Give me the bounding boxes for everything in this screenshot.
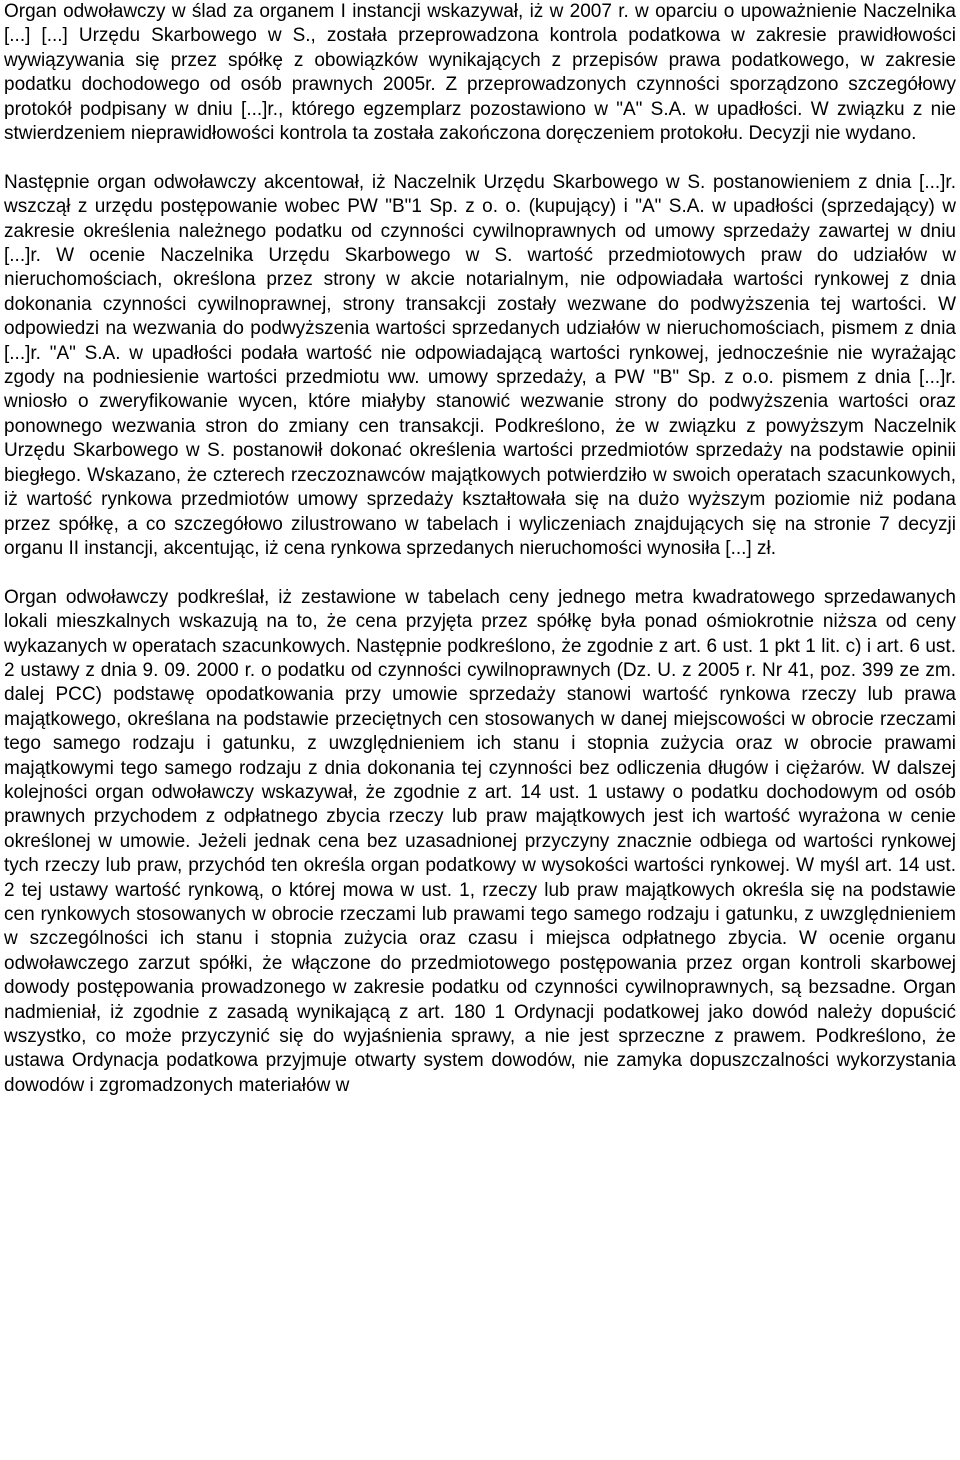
paragraph-3: Organ odwoławczy podkreślał, iż zestawione w tabelach ceny jednego metra kwadratowego sprzedawanych lokali mieszkalnych wskazują na to, że cena przyjęta przez spółkę była ponad ośmiokrotnie niższa od ceny wykazanych w operatach szacunkowych. Następnie podkreślono, że zgodnie z art. 6 ust. 1 pkt 1 lit. c) i art. 6 ust. 2 ustawy z dnia 9. 09. 2000 r. o podatku od czynności cywilnoprawnych (Dz. U. z 2005 r. Nr 41, poz. 399 ze zm. dalej PCC) podstawę opodatkowania przy umowie sprzedaży stanowi wartość rynkowa rzeczy lub prawa majątkowego, określana na podstawie przeciętnych cen stosowanych w danej miejscowości w obrocie rzeczami tego samego rodzaju i gatunku, z uwzględnieniem ich stanu i stopnia zużycia oraz w obrocie prawami majątkowymi tego samego rodzaju z dnia dokonania tej czynności bez odliczenia długów i ciężarów. W dalszej kolejności organ odwoławczy wskazywał, że zgodnie z art. 14 ust. 1 ustawy o podatku dochodowym od osób prawnych przychodem z odpłatnego zbycia rzeczy lub praw majątkowych jest ich wartość wyrażona w cenie określonej w umowie. Jeżeli jednak cena bez uzasadnionej przyczyny znacznie odbiega od wartości rynkowej tych rzeczy lub praw, przychód ten określa organ podatkowy w wysokości wartości rynkowej. W myśl art. 14 ust. 2 tej ustawy wartość rynkową, o której mowa w ust. 1, rzeczy lub praw majątkowych określa się na podstawie cen rynkowych stosowanych w obrocie rzeczami lub prawami tego samego rodzaju i gatunku, z uwzględnieniem w szczególności ich stanu i stopnia zużycia oraz czasu i miejsca odpłatnego zbycia. W ocenie organu odwoławczego zarzut spółki, że włączone do przedmiotowego postępowania przez organ kontroli skarbowej dowody postępowania prowadzonego w zakresie podatku od czynności cywilnoprawnych, są bezsadne. Organ nadmieniał, iż zgodnie z zasadą wynikającą z art. 180 1 Ordynacji podatkowej jako dowód należy dopuścić wszystko, co może przyczynić się do wyjaśnienia sprawy, a nie jest sprzeczne z prawem. Podkreślono, że ustawa Ordynacja podatkowa przyjmuje otwarty system dowodów, nie zamyka dopuszczalności wykorzystania dowodów i zgromadzonych materiałów w (4, 586, 956, 1096)
paragraph-2: Następnie organ odwoławczy akcentował, iż Naczelnik Urzędu Skarbowego w S. postanowieniem z dnia [...]r. wszczął z urzędu postępowanie wobec PW "B"1 Sp. z o. o. (kupujący) i "A" S.A. w upadłości (sprzedający) w zakresie określenia należnego podatku od czynności cywilnoprawnych od umowy sprzedaży zawartej w dniu [...]r. W ocenie Naczelnika Urzędu Skarbowego w S. wartość przedmiotowych praw do udziałów w nieruchomościach, określona przez strony w akcie notarialnym, nie odpowiadała wartości rynkowej z dnia dokonania czynności cywilnoprawnej, strony transakcji zostały wezwane do podwyższenia tej wartości. W odpowiedzi na wezwania do podwyższenia wartości sprzedanych udziałów w nieruchomościach, pismem z dnia [...]r. "A" S.A. w upadłości podała wartość nie odpowiadającą wartości rynkowej, jednocześnie nie wyrażając zgody na podniesienie wartości przedmiotu ww. umowy sprzedaży, a PW "B" Sp. z o.o. pismem z dnia [...]r. wniosło o zweryfikowanie wycen, które miałyby stanowić wezwanie strony do podwyższenia wartości oraz ponownego wezwania stron do zmiany cen transakcji. Podkreślono, że w związku z powyższym Naczelnik Urzędu Skarbowego w S. postanowił dokonać określenia wartości przedmiotów sprzedaży na podstawie opinii biegłego. Wskazano, że czterech rzeczoznawców majątkowych potwierdziło w swoich operatach szacunkowych, iż wartość rynkowa przedmiotów umowy sprzedaży kształtowała się na dużo wyższym poziomie niż podana przez spółkę, a co szczegółowo zilustrowano w tabelach i wyliczeniach znajdujących się na stronie 7 decyzji organu II instancji, akcentując, iż cena rynkowa sprzedanych nieruchomości wynosiła [...] zł. (4, 171, 956, 559)
paragraph-1: Organ odwoławczy w ślad za organem I instancji wskazywał, iż w 2007 r. w oparciu o upoważnienie Naczelnika [...] [...] Urzędu Skarbowego w S., została przeprowadzona kontrola podatkowa w zakresie prawidłowości wywiązywania się przez spółkę z obowiązków wynikających z przepisów prawa podatkowego, w zakresie podatku dochodowego od osób prawnych 2005r. Z przeprowadzonych czynności sporządzono szczegółowy protokół podpisany w dniu [...]r., którego egzemplarz pozostawiono w "A" S.A. w upadłości. W związku z nie stwierdzeniem nieprawidłowości kontrola ta została zakończona doręczeniem protokołu. Decyzji nie wydano. (4, 1, 956, 145)
